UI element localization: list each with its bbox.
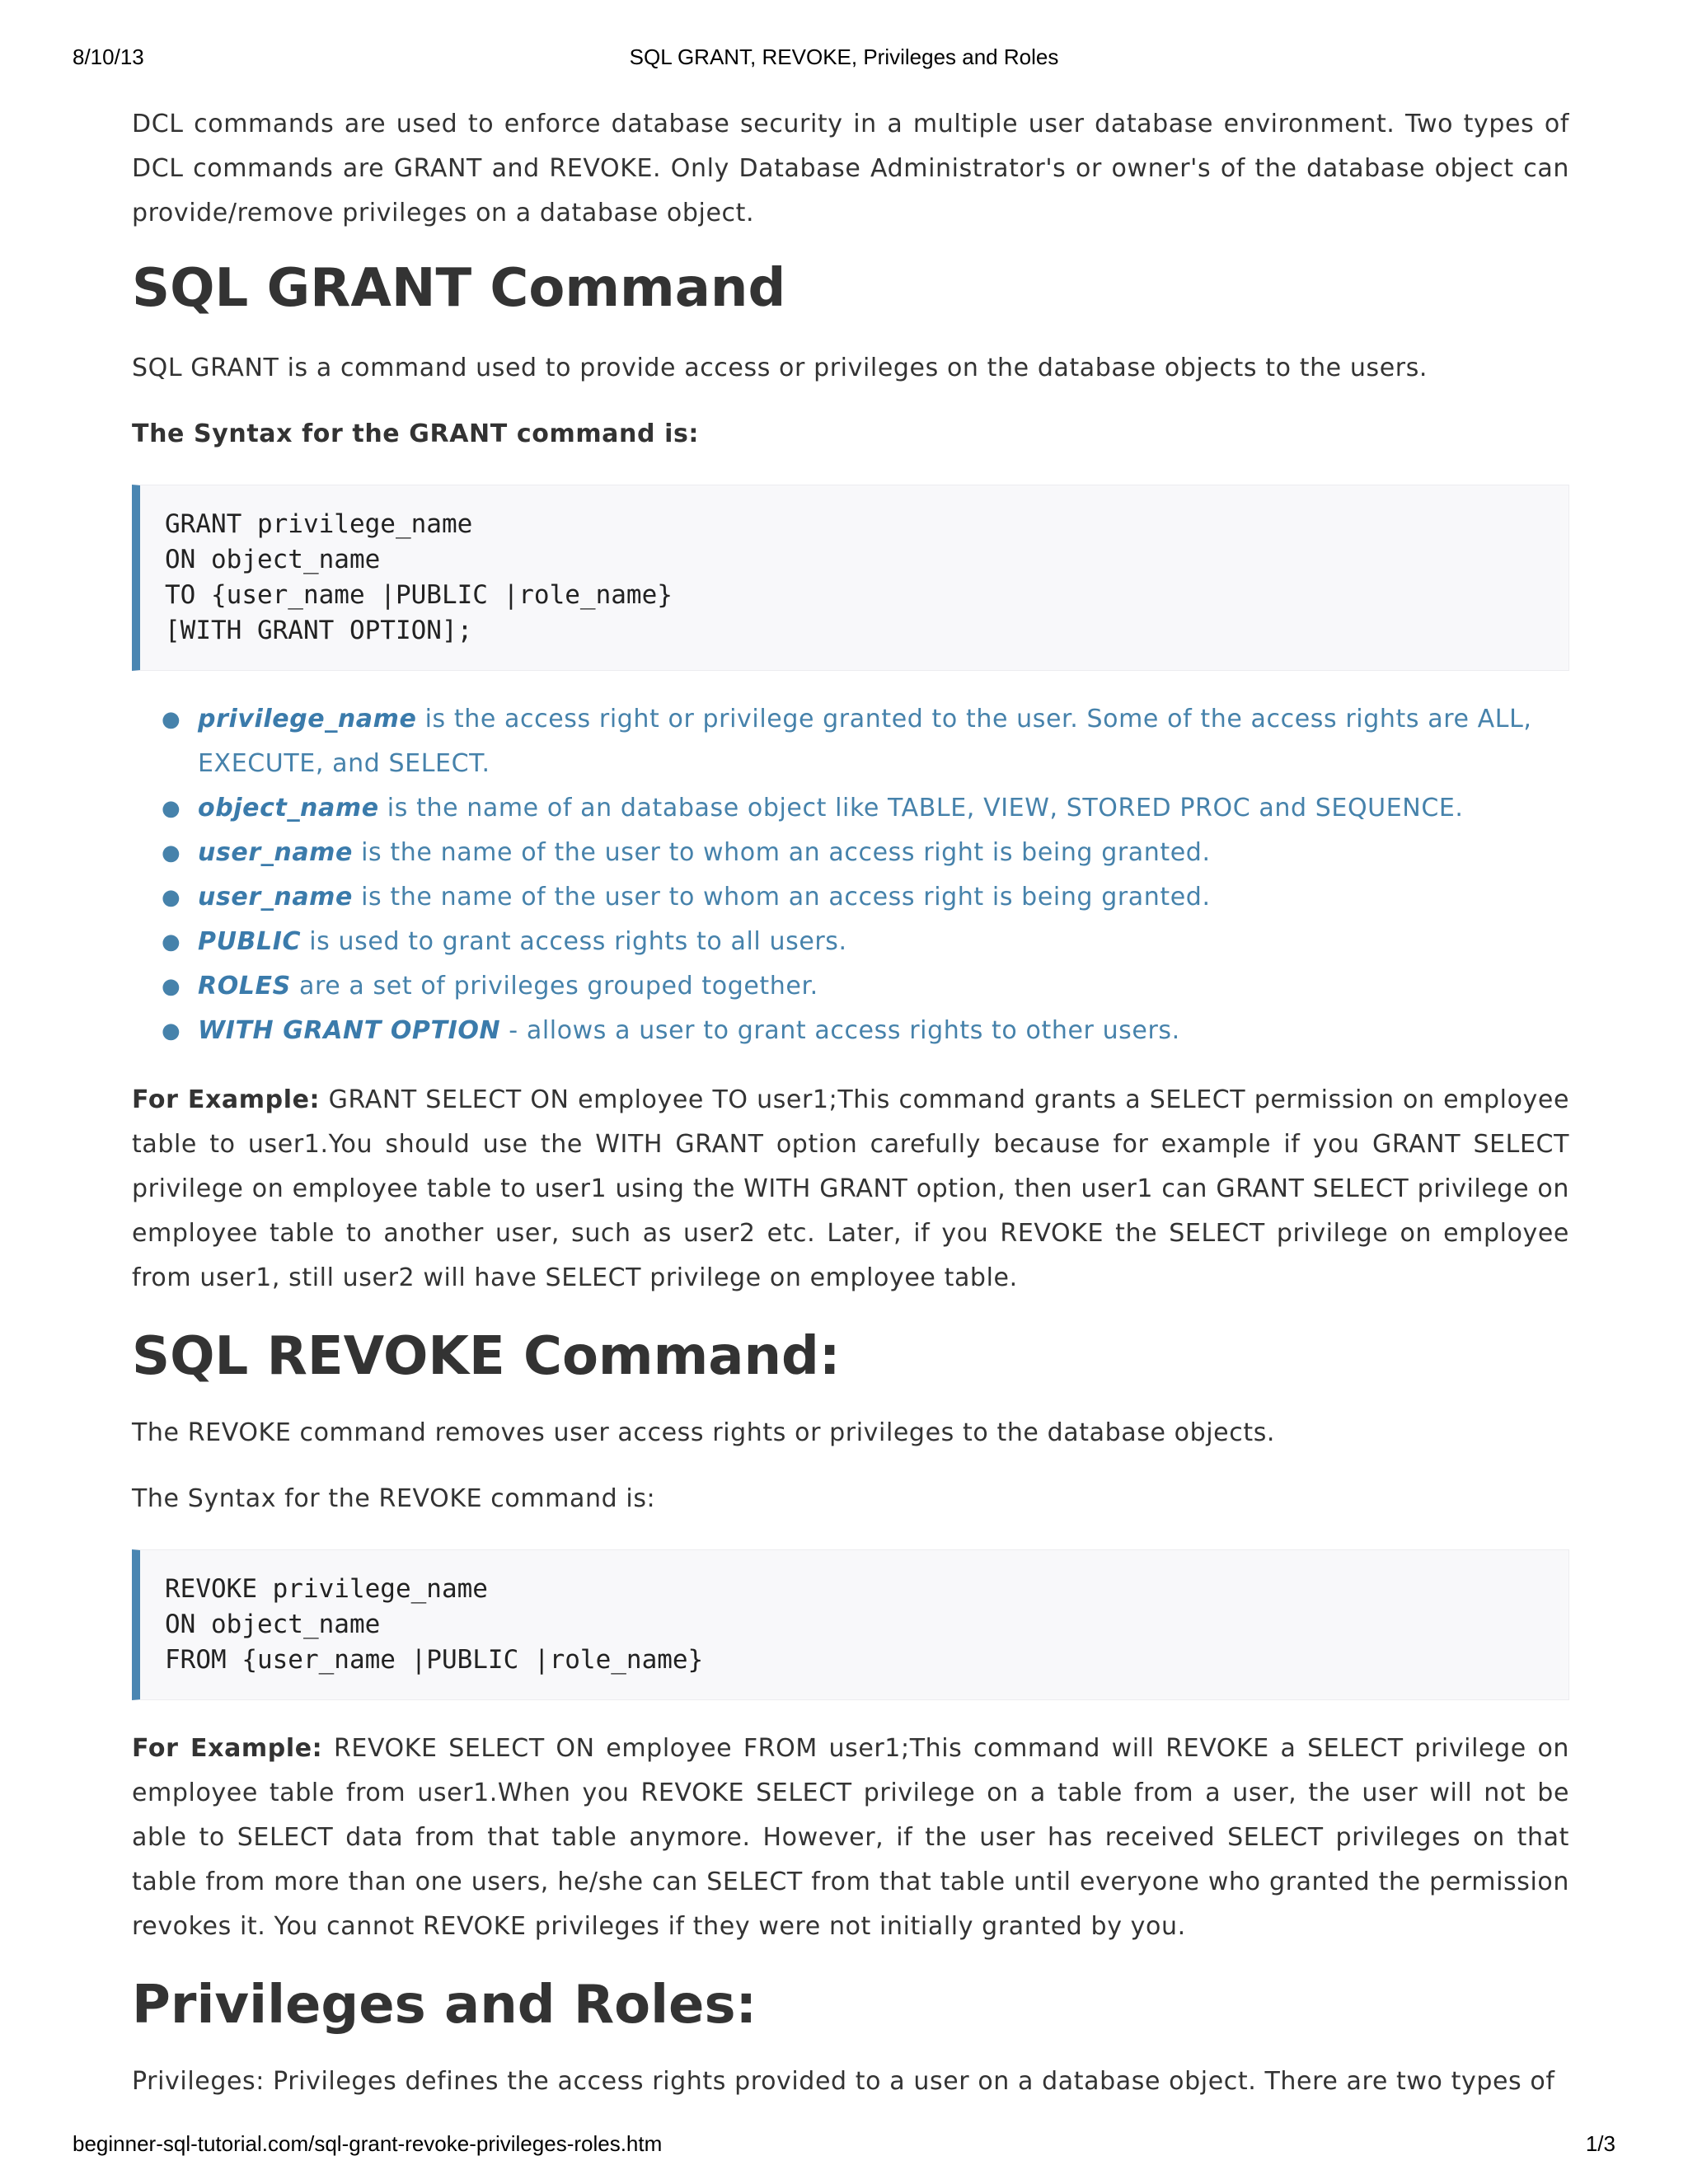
list-item — [162, 964, 1569, 1009]
term-description: are a set of privileges grouped together. — [290, 972, 818, 1001]
grant-heading: SQL GRANT Command — [132, 258, 786, 319]
bullet-icon: ● — [162, 707, 181, 732]
list-item — [162, 697, 1569, 786]
revoke-heading: SQL REVOKE Command: — [132, 1326, 841, 1387]
code-line: ON object_name — [165, 1610, 381, 1639]
code-line: REVOKE privilege_name — [165, 1574, 488, 1604]
grant-parameter-list — [132, 697, 1569, 1053]
bullet-icon: ● — [162, 796, 181, 821]
page-title: SQL GRANT, REVOKE, Privileges and Roles — [629, 45, 1059, 69]
revoke-example-paragraph — [132, 1727, 1569, 1949]
grant-example-paragraph — [132, 1078, 1569, 1301]
revoke-description: The REVOKE command removes user access rights or privileges to the database objects. — [132, 1418, 1276, 1447]
code-line: FROM {user_name |PUBLIC |role_name} — [165, 1645, 704, 1675]
term-description: is used to grant access rights to all users. — [301, 927, 847, 956]
list-item — [162, 920, 1569, 964]
grant-syntax-heading: The Syntax for the GRANT command is: — [132, 419, 700, 448]
term-description: is the access right or privilege granted to the user. Some of the access rights are ALL, EXECUTE, and SELECT. — [198, 705, 1532, 778]
page-footer — [73, 2131, 1615, 2158]
bullet-icon: ● — [162, 974, 181, 999]
example-label: For Example: — [132, 1085, 321, 1114]
list-item — [162, 831, 1569, 875]
term-with-grant-option: WITH GRANT OPTION — [198, 1016, 501, 1045]
code-line: [WITH GRANT OPTION]; — [165, 616, 473, 645]
term-privilege-name: privilege_name — [198, 705, 417, 733]
list-item — [162, 1009, 1569, 1053]
term-user-name: user_name — [198, 883, 353, 912]
code-line: TO {user_name |PUBLIC |role_name} — [165, 580, 673, 610]
page-number: 1/3 — [1585, 2131, 1615, 2156]
source-url: beginner-sql-tutorial.com/sql-grant-revoke-privileges-roles.htm — [73, 2131, 663, 2156]
bullet-icon: ● — [162, 1019, 181, 1043]
print-date: 8/10/13 — [73, 45, 144, 69]
bullet-icon: ● — [162, 841, 181, 865]
example-text: REVOKE SELECT ON employee FROM user1;This command will REVOKE a SELECT privilege on employee table from user1.When you REVOKE SELECT privilege on a table from a user, the user will not be able to SELECT data from that table anymore. However, if the user has received SELECT privileges on that table from more than one users, he/she can SELECT from that table until everyone who granted the permission revokes it. You cannot REVOKE privileges if they were not initially granted by you. — [132, 1734, 1570, 1941]
example-label: For Example: — [132, 1734, 323, 1763]
list-item — [162, 875, 1569, 920]
grant-description: SQL GRANT is a command used to provide access or privileges on the database objects to the users. — [132, 354, 1428, 382]
list-item — [162, 786, 1569, 831]
bullet-icon: ● — [162, 930, 181, 954]
term-description: is the name of the user to whom an access right is being granted. — [352, 838, 1211, 867]
revoke-code-block — [132, 1549, 1569, 1700]
revoke-syntax-heading: The Syntax for the REVOKE command is: — [132, 1484, 656, 1513]
grant-code-block — [132, 485, 1569, 671]
bullet-icon: ● — [162, 885, 181, 910]
example-text: GRANT SELECT ON employee TO user1;This command grants a SELECT permission on employee table to user1.You should use the WITH GRANT option carefully because for example if you GRANT SELECT privilege on employee table to user1 using the WITH GRANT option, then user1 can GRANT SELECT privilege on employee table to another user, such as user2 etc. Later, if you REVOKE the SELECT privilege on employee from user1, still user2 will have SELECT privilege on employee table. — [132, 1085, 1569, 1292]
term-roles: ROLES — [198, 972, 291, 1001]
term-user-name: user_name — [198, 838, 353, 867]
term-description: is the name of an database object like TABLE, VIEW, STORED PROC and SEQUENCE. — [378, 794, 1464, 823]
term-description: - allows a user to grant access rights to other users. — [500, 1016, 1180, 1045]
term-object-name: object_name — [198, 794, 379, 823]
term-description: is the name of the user to whom an access right is being granted. — [352, 883, 1211, 912]
privileges-paragraph: Privileges: Privileges defines the access rights provided to a user on a database object. There are two types of — [132, 2067, 1555, 2096]
code-line: GRANT privilege_name — [165, 509, 473, 539]
term-public: PUBLIC — [198, 927, 302, 956]
code-line: ON object_name — [165, 545, 381, 574]
page-header — [73, 45, 1615, 71]
intro-paragraph: DCL commands are used to enforce database security in a multiple user database environment. Two types of DCL commands are GRANT and REVOKE. Only Database Administrator's or owner's of the database object can provide/remove privileges on a database object. — [132, 110, 1569, 227]
article-content — [132, 102, 1569, 2104]
roles-heading: Privileges and Roles: — [132, 1975, 757, 2036]
